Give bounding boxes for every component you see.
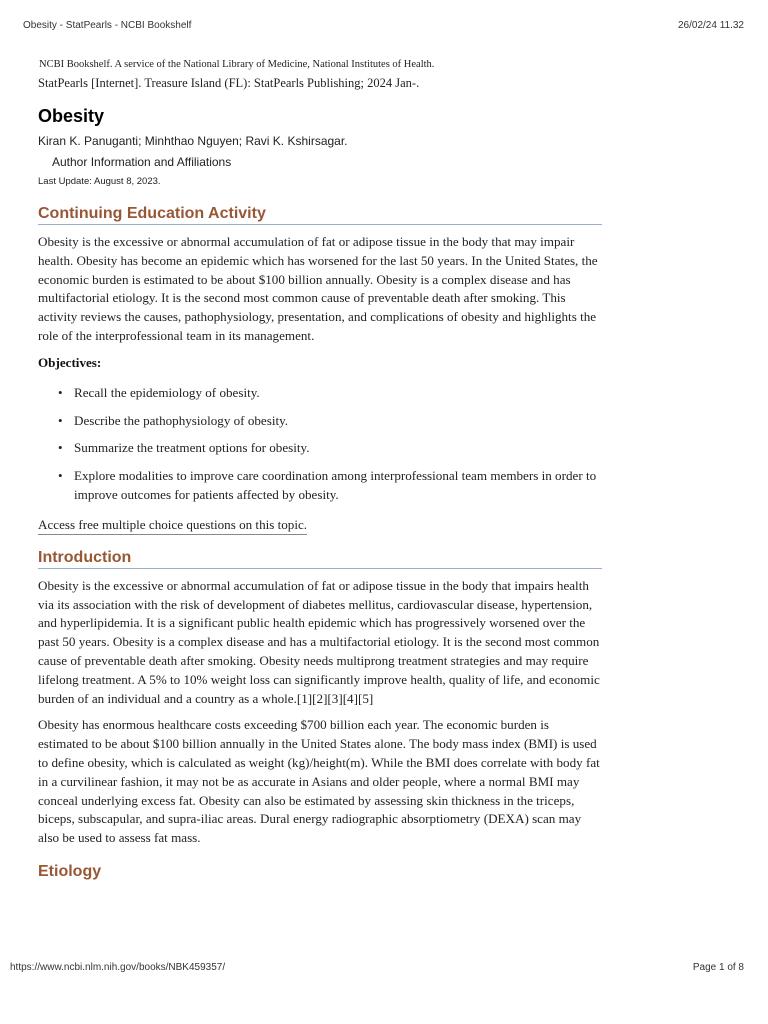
bullet: • (58, 468, 63, 484)
bookshelf-attribution: NCBI Bookshelf. A service of the National Library of Medicine, National Institutes of Health. (39, 59, 435, 70)
ce-paragraph: Obesity is the excessive or abnormal accumulation of fat or adipose tissue in the body that may impair health. Obesity has become an epidemic which has worsened for the last 50 years. In the United States, the economic burden is estimated to be about $100 billion annually. Obesity is a complex disease and has multifactorial etiology. It is the second most common cause of preventable death after smoking. This activity reviews the causes, pathophysiology, presentation, and complications of obesity and highlights the role of the interprofessional team in its management. (38, 234, 598, 343)
print-timestamp: 26/02/24 11.32 (678, 20, 744, 31)
list-item (38, 439, 602, 458)
article (38, 59, 602, 882)
print-page-title: Obesity - StatPearls - NCBI Bookshelf (23, 20, 192, 31)
print-header (23, 20, 744, 31)
objective-text: Recall the epidemiology of obesity. (74, 384, 260, 400)
list-item (38, 384, 602, 403)
citation: StatPearls [Internet]. Treasure Island (FL): StatPearls Publishing; 2024 Jan-. (38, 76, 420, 90)
last-update: Last Update: August 8, 2023. (38, 176, 161, 187)
heading-introduction: Introduction (38, 548, 602, 569)
heading-etiology: Etiology (38, 862, 102, 880)
print-url: https://www.ncbi.nlm.nih.gov/books/NBK459357/ (10, 962, 226, 973)
author-info-link[interactable]: Author Information and Affiliations (52, 155, 232, 169)
page-title: Obesity (38, 106, 105, 126)
bullet: • (58, 412, 63, 428)
objective-text: Describe the pathophysiology of obesity. (74, 412, 289, 428)
print-footer (10, 962, 744, 973)
objective-text: Summarize the treatment options for obesity. (74, 440, 310, 456)
objectives-list (38, 384, 602, 505)
print-page-number: Page 1 of 8 (692, 962, 744, 973)
objectives-label: Objectives: (38, 354, 102, 370)
intro-paragraph-2: Obesity has enormous healthcare costs exceeding $700 billion each year. The economic burden is estimated to be about $100 billion annually in the United States alone. The body mass index (BMI) is used to define obesity, which is calculated as weight (kg)/height(m). While the BMI does correlate with body fat in a curvilinear fashion, it may not be as accurate in Asians and older people, where a normal BMI may conceal underlying excess fat. Obesity can also be estimated by assessing skin thickness in the triceps, biceps, subscapular, and supra-iliac areas. Dural energy radiographic absorptiometry (DEXA) scan may also be used to assess fat mass. (38, 717, 600, 846)
authors: Kiran K. Panuganti; Minhthao Nguyen; Ravi K. Kshirsagar. (38, 134, 348, 148)
list-item (38, 467, 602, 505)
list-item (38, 412, 602, 431)
intro-paragraph-1: Obesity is the excessive or abnormal accumulation of fat or adipose tissue in the body that impairs health via its association with the risk of development of diabetes mellitus, cardiovascular disease, hypertension, and hyperlipidemia. It is a significant public health epidemic which has progressively worsened over the past 50 years. Obesity is a complex disease and has a multifactorial etiology. It is the second most common cause of preventable death after smoking. Obesity needs multiprong treatment strategies and may require lifelong treatment. A 5% to 10% weight loss can significantly improve health, quality of life, and economic burden of an individual and a country as a whole.[1][2][3][4][5] (38, 577, 600, 706)
bullet: • (58, 384, 63, 400)
heading-continuing-education: Continuing Education Activity (38, 204, 602, 225)
objective-text: Explore modalities to improve care coordination among interprofessional team members in order to improve outcomes for patients affected by obesity. (74, 468, 597, 502)
mcq-link[interactable]: Access free multiple choice questions on this topic. (38, 516, 307, 535)
bullet: • (58, 440, 63, 456)
